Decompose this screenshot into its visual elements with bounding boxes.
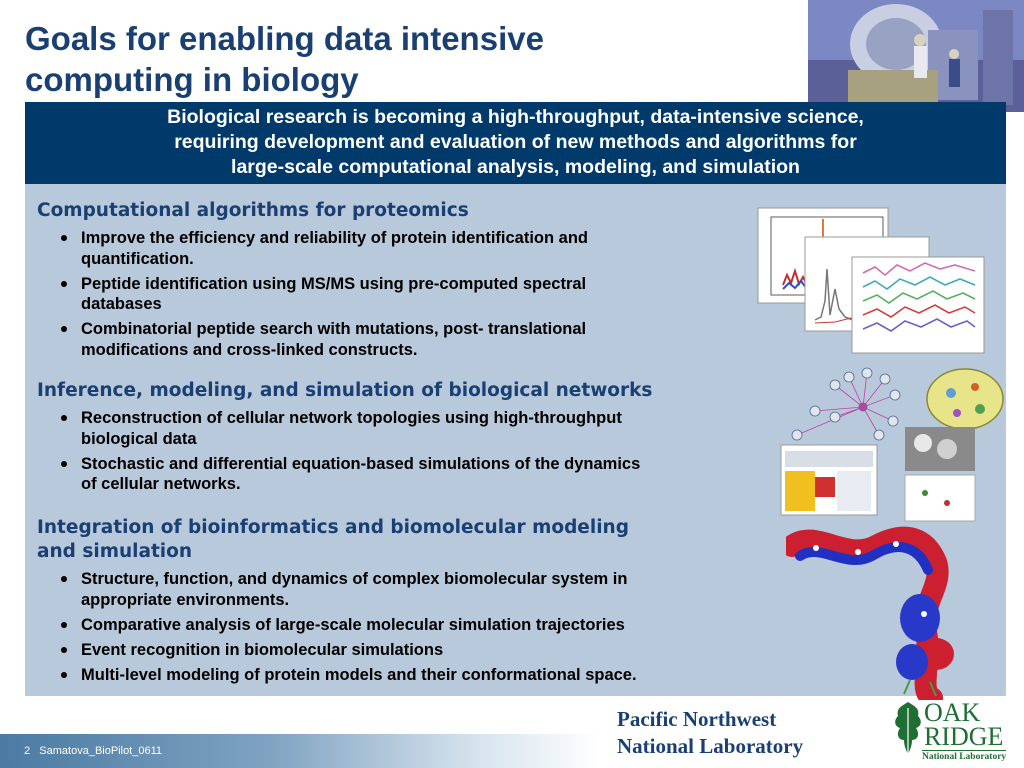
bullet-text: Peptide identification using MS/MS using pre-computed spectral [81, 274, 587, 293]
bullet-text: Stochastic and differential equation-based simulations of the dynamics [81, 454, 641, 473]
pnnl-logo-line-1: Pacific Northwest [617, 707, 777, 731]
bullet-text: Combinatorial peptide search with mutations, post- translational [81, 320, 587, 338]
list-item [58, 408, 758, 449]
pnnl-logo-line-2: National Laboratory [617, 734, 804, 758]
ornl-logo [892, 698, 1022, 764]
bullet-list-integration [58, 569, 778, 690]
pnnl-logo [617, 706, 803, 760]
slide-title [25, 18, 785, 100]
slide-title-line-1: Goals for enabling data intensive [25, 20, 544, 57]
protein-structure-figure [786, 522, 966, 700]
slide-title-line-2: computing in biology [25, 61, 359, 98]
list-item [58, 319, 718, 360]
banner-line-2: requiring development and evaluation of new methods and algorithms for [174, 131, 857, 153]
bullet-list-proteomics [58, 228, 718, 365]
section-heading-networks: Inference, modeling, and simulation of biological networks [37, 380, 653, 401]
list-item [58, 640, 778, 661]
bullet-text: Reconstruction of cellular network topologies using high-throughput [81, 409, 622, 427]
bullet-text: Comparative analysis of large-scale molecular simulation trajectories [81, 615, 625, 634]
oak-leaf-icon [892, 700, 924, 756]
section-heading-integration [37, 516, 629, 564]
page-number: 2 [24, 745, 31, 757]
heading-line: Integration of bioinformatics and biomolecular modeling [37, 517, 629, 538]
list-item [58, 454, 758, 495]
list-item [58, 569, 778, 610]
banner-line-3: large-scale computational analysis, modeling, and simulation [231, 156, 800, 178]
bullet-text: databases [81, 295, 162, 313]
bullet-text: Structure, function, and dynamics of complex biomolecular system in [81, 570, 628, 588]
spectra-plots-figure [755, 205, 987, 357]
list-item [58, 274, 718, 315]
network-graph-figure [775, 365, 1007, 525]
bullet-text: appropriate environments. [81, 590, 290, 609]
summary-banner [25, 102, 1006, 184]
bullet-text: Event recognition in biomolecular simulations [81, 640, 444, 659]
bullet-text: quantification. [81, 249, 194, 268]
section-heading-proteomics: Computational algorithms for proteomics [37, 200, 469, 221]
bullet-text: of cellular networks. [81, 475, 241, 493]
bullet-text: Improve the efficiency and reliability of protein identification and [81, 229, 588, 247]
bullet-text: biological data [81, 429, 197, 448]
ornl-logo-word-2: RIDGE [924, 722, 1004, 751]
list-item [58, 228, 718, 269]
bullet-list-networks [58, 408, 758, 499]
laboratory-photo [808, 0, 1024, 112]
ornl-logo-word-1: OAK [924, 698, 981, 727]
footer-label [24, 744, 162, 758]
list-item [58, 665, 778, 686]
bullet-text: modifications and cross-linked constructs. [81, 340, 418, 359]
slide-source: Samatova_BioPilot_0611 [39, 745, 163, 757]
list-item [58, 615, 778, 636]
heading-line: and simulation [37, 541, 193, 562]
bullet-text: Multi-level modeling of protein models and their conformational space. [81, 665, 637, 684]
ornl-logo-subtitle: National Laboratory [922, 752, 1007, 762]
banner-line-1: Biological research is becoming a high-throughput, data-intensive science, [167, 106, 864, 128]
